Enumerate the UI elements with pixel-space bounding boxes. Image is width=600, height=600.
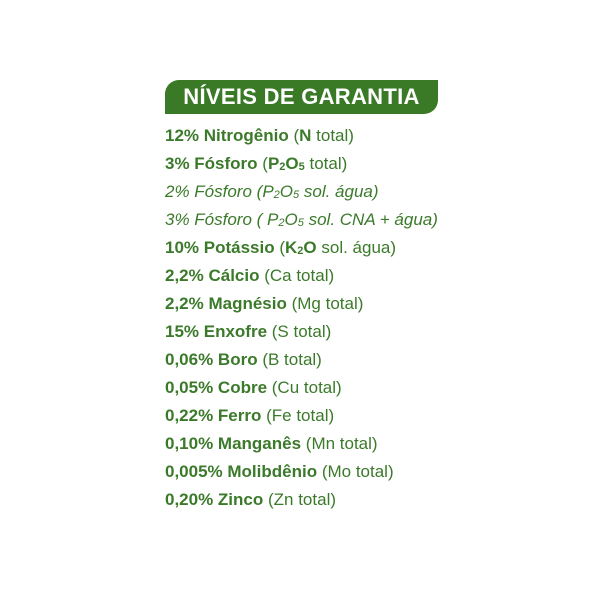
nutrient-list xyxy=(165,122,585,514)
nutrient-row-phosphorus-total: 3% Fósforo ($P_2O_5$ total) xyxy=(165,154,348,173)
nutrient-row-magnesium: 2,2% Magnésio (Mg total) xyxy=(165,294,364,313)
nutrient-row-manganese: 0,10% Manganês (Mn total) xyxy=(165,434,378,453)
nutrient-row-nitrogen: 12% Nitrogênio (N total) xyxy=(165,126,354,145)
nutrient-row-molybdenum: 0,005% Molibdênio (Mo total) xyxy=(165,462,394,481)
nutrient-row-copper: 0,05% Cobre (Cu total) xyxy=(165,378,342,397)
nutrient-row-sulfur: 15% Enxofre (S total) xyxy=(165,322,332,341)
nutrient-row-phosphorus-water: 2% Fósforo ($P_2O_5$ sol. água) xyxy=(165,182,379,201)
section-title-badge xyxy=(165,80,438,114)
section-title: NÍVEIS DE GARANTIA xyxy=(183,84,420,109)
nutrient-row-zinc: 0,20% Zinco (Zn total) xyxy=(165,490,337,509)
nutrient-row-calcium: 2,2% Cálcio (Ca total) xyxy=(165,266,335,285)
nutrient-row-potassium: 10% Potássio ($K_2O$ sol. água) xyxy=(165,238,397,257)
nutrient-row-boron: 0,06% Boro (B total) xyxy=(165,350,322,369)
nutrient-row-phosphorus-cna: 3% Fósforo ( $P_2O_5$ sol. CNA + água) xyxy=(165,210,438,229)
nutrient-row-iron: 0,22% Ferro (Fe total) xyxy=(165,406,335,425)
